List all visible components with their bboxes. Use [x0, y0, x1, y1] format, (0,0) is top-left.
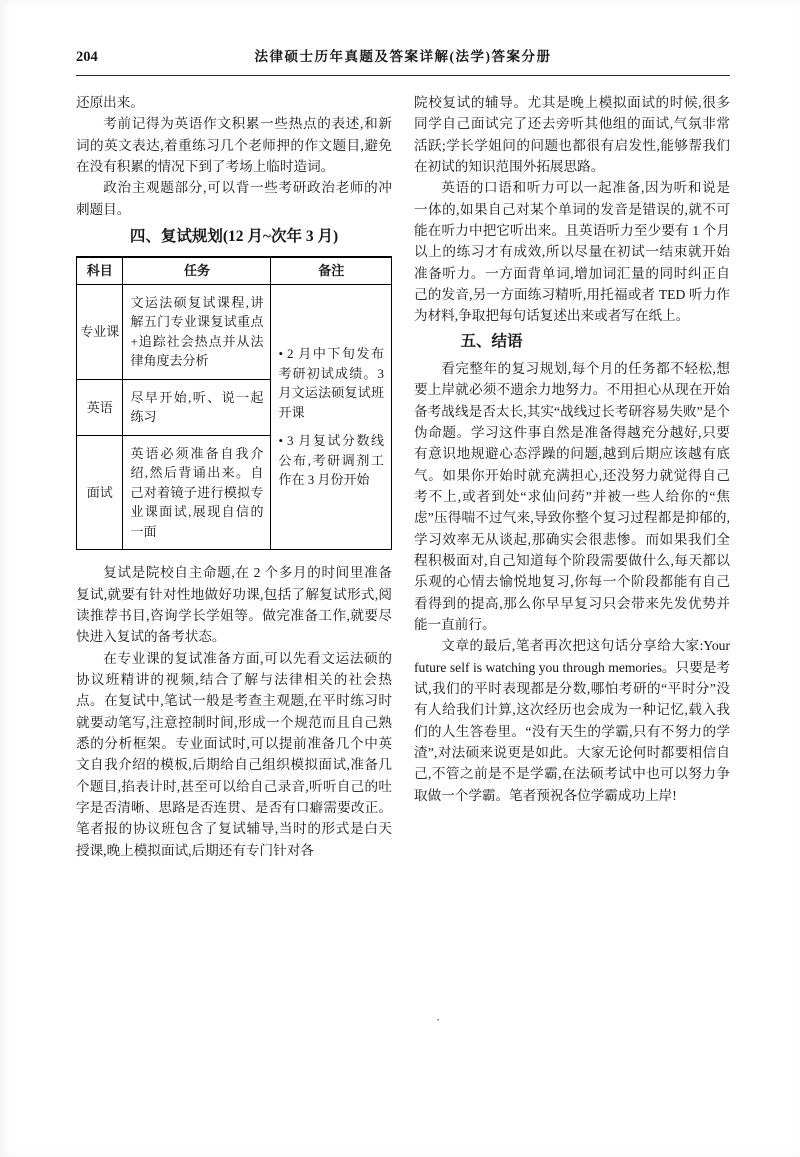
subject-cell: 英语	[77, 379, 123, 435]
table-header-row	[77, 257, 392, 284]
paragraph: 复试是院校自主命题,在 2 个多月的时间里准备复试,就要有针对性地做好功课,包括了解复试形式,阅读推荐书目,咨询学长学姐等。做完准备工作,就要尽快进入复试的备考状态。	[76, 565, 392, 645]
section-title-review-plan: 四、复试规划(12 月~次年 3 月)	[129, 227, 339, 245]
page-number: 204	[76, 49, 98, 65]
paragraph: 英语的口语和听力可以一起准备,因为听和说是一体的,如果自己对某个单词的发音是错误的,就不可能在听力中把它听出来。且英语听力至少要有 1 个月以上的练习才有成效,所以尽量在初试一结束就开始准备听力。一方面背单词,增加词汇量的同时纠正自己的发音,另一方面练习精听,用托福或者 TED 听力作为材料,争取把每句话复述出来或者写在纸上。	[414, 180, 730, 324]
bullet-icon: •	[278, 346, 284, 362]
note-item	[278, 431, 384, 490]
stray-dot: ·	[436, 1012, 441, 1027]
paragraph: 在专业课的复试准备方面,可以先看文运法硕的协议班精讲的视频,结合了解与法律相关的社会热点。在复试中,笔试一般是考查主观题,在平时练习时就要动笔写,注意控制时间,形成一个规范而且自己熟悉的分析框架。专业面试时,可以提前准备几个中英文自我介绍的模板,后期给自己组织模拟面试,准备几个题目,掐表计时,甚至可以给自己录音,听听自己的吐字是否清晰、思路是否连贯、是否有口癖需要改正。笔者报的协议班包含了复试辅导,当时的形式是白天授课,晚上模拟面试,后期还有专门针对各	[76, 650, 392, 858]
section-title-conclusion: 五、结语	[460, 332, 523, 350]
bullet-icon: •	[278, 433, 284, 449]
subject-cell: 专业课	[77, 284, 123, 379]
paragraph: 政治主观题部分,可以背一些考研政治老师的冲刺题目。	[76, 180, 392, 217]
paragraph: 看完整年的复习规划,每个月的任务都不轻松,想要上岸就必须不遗余力地努力。不用担心从现在开始备考战线是否太长,其实“战线过长考研容易失败”是个伪命题。学习这件事自然是准备得越充分越好,只要有意识地规避心态浮躁的问题,越到后期应该越有底气。如果你开始时就充满担心,还没努力就觉得自己考不上,或者到处“求仙问药”并被一些人给你的“焦虑”压得喘不过气来,导致你整个复习过程都是抑郁的,学习效率无从谈起,那确实会很悲惨。而如果我们全程积极面对,自己知道每个阶段需要做什么,每天都以乐观的心情去愉悦地复习,你每一个阶段都能有自己看得到的提高,那么你早早复习只会带来先发优势并能一直前行。	[414, 360, 730, 632]
paragraph: 还原出来。	[76, 95, 144, 110]
column-header-subject: 科目	[77, 257, 123, 284]
note-item	[278, 344, 384, 422]
note-text: 2 月中下旬发布考研初试成绩。3 月文运法硕复试班开课	[278, 346, 384, 420]
column-header-task: 任务	[123, 257, 271, 284]
notes-cell	[271, 284, 392, 550]
table-row	[77, 284, 392, 379]
revision-plan-table	[76, 256, 392, 550]
paragraph: 考前记得为英语作文积累一些热点的表述,和新词的英文表达,着重练习几个老师押的作文题目,避免在没有积累的情况下到了考场上临时造词。	[76, 116, 392, 174]
paragraph: 院校复试的辅导。尤其是晚上模拟面试的时候,很多同学自己面试完了还去旁听其他组的面试,气氛非常活跃;学长学姐问的问题也都很有启发性,能够帮我们在初试的知识范围外拓展思路。	[414, 95, 730, 174]
note-text: 3 月复试分数线公布,考研调剂工作在 3 月份开始	[278, 433, 384, 488]
two-column-layout	[76, 92, 730, 861]
right-column	[414, 92, 730, 861]
task-cell: 英语必须准备自我介绍,然后背诵出来。自己对着镜子进行模拟专业课面试,展现自信的一面	[123, 435, 271, 550]
column-header-notes: 备注	[271, 257, 392, 284]
task-cell: 尽早开始,听、说一起练习	[123, 379, 271, 435]
task-cell: 文运法硕复试课程,讲解五门专业课复试重点+追踪社会热点并从法律角度去分析	[123, 284, 271, 379]
paragraph: 文章的最后,笔者再次把这句话分享给大家:Your future self is watching you through memories。只要是考试,我们的平时表现都是分数,哪怕考研的“平时分”没有人给我们计算,这次经历也会成为一种记忆,载入我们的人生答卷里。“没有天生的学霸,只有不努力的学渣”,对法硕来说更是如此。大家无论何时都要相信自己,不管之前是不是学霸,在法硕考试中也可以努力争取做一个学霸。笔者预祝各位学霸成功上岸!	[414, 638, 730, 803]
header-title: 法律硕士历年真题及答案详解(法学)答案分册	[254, 49, 552, 64]
left-column	[76, 92, 392, 861]
page-header	[76, 46, 730, 76]
subject-cell: 面试	[77, 435, 123, 550]
